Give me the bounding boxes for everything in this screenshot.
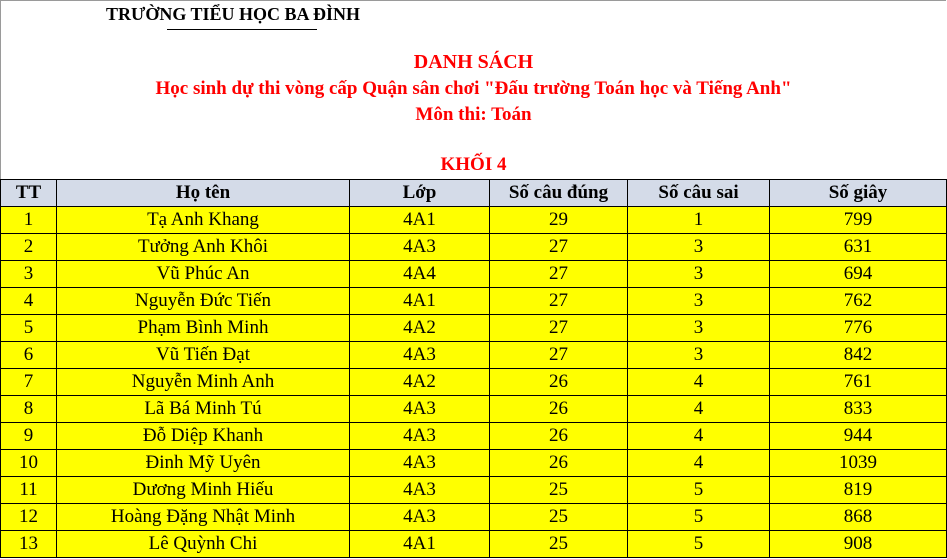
student-table (0, 179, 947, 558)
cell-seconds: 868 (770, 504, 947, 531)
cell-class: 4A1 (350, 531, 490, 558)
cell-seconds: 776 (770, 315, 947, 342)
cell-correct: 27 (490, 234, 628, 261)
cell-name: Lã Bá Minh Tú (57, 396, 350, 423)
table-row (1, 477, 947, 504)
cell-correct: 27 (490, 288, 628, 315)
cell-class: 4A3 (350, 504, 490, 531)
cell-tt: 7 (1, 369, 57, 396)
column-header-class: Lớp (350, 180, 490, 207)
cell-wrong: 4 (628, 423, 770, 450)
cell-name: Nguyễn Minh Anh (57, 369, 350, 396)
cell-wrong: 3 (628, 342, 770, 369)
table-row (1, 288, 947, 315)
cell-tt: 11 (1, 477, 57, 504)
table-row (1, 342, 947, 369)
cell-seconds: 833 (770, 396, 947, 423)
cell-name: Lê Quỳnh Chi (57, 531, 350, 558)
cell-correct: 26 (490, 450, 628, 477)
cell-tt: 1 (1, 207, 57, 234)
cell-class: 4A1 (350, 207, 490, 234)
school-name: TRƯỜNG TIỂU HỌC BA ĐÌNH (106, 4, 361, 24)
cell-wrong: 5 (628, 477, 770, 504)
cell-name: Đinh Mỹ Uyên (57, 450, 350, 477)
cell-wrong: 3 (628, 288, 770, 315)
list-subtitle: Học sinh dự thi vòng cấp Quận sân chơi "Đấu trường Toán học và Tiếng Anh" (155, 78, 792, 99)
column-header-seconds: Số giây (770, 180, 947, 207)
cell-tt: 2 (1, 234, 57, 261)
subject-line: Môn thi: Toán (415, 104, 532, 125)
cell-wrong: 1 (628, 207, 770, 234)
cell-name: Tưởng Anh Khôi (57, 234, 350, 261)
cell-class: 4A3 (350, 477, 490, 504)
cell-seconds: 762 (770, 288, 947, 315)
cell-tt: 5 (1, 315, 57, 342)
cell-class: 4A3 (350, 234, 490, 261)
cell-class: 4A3 (350, 450, 490, 477)
cell-seconds: 631 (770, 234, 947, 261)
cell-class: 4A3 (350, 342, 490, 369)
cell-name: Hoàng Đặng Nhật Minh (57, 504, 350, 531)
cell-correct: 25 (490, 531, 628, 558)
cell-class: 4A1 (350, 288, 490, 315)
cell-correct: 26 (490, 423, 628, 450)
cell-name: Vũ Phúc An (57, 261, 350, 288)
table-row (1, 396, 947, 423)
cell-seconds: 842 (770, 342, 947, 369)
table-row (1, 234, 947, 261)
cell-tt: 4 (1, 288, 57, 315)
table-row (1, 423, 947, 450)
table-row (1, 261, 947, 288)
table-row (1, 450, 947, 477)
column-header-tt: TT (1, 180, 57, 207)
school-underline (167, 29, 317, 30)
cell-name: Vũ Tiến Đạt (57, 342, 350, 369)
cell-name: Nguyễn Đức Tiến (57, 288, 350, 315)
cell-class: 4A3 (350, 423, 490, 450)
cell-tt: 9 (1, 423, 57, 450)
cell-tt: 8 (1, 396, 57, 423)
cell-seconds: 819 (770, 477, 947, 504)
cell-correct: 27 (490, 315, 628, 342)
cell-correct: 26 (490, 396, 628, 423)
cell-correct: 27 (490, 342, 628, 369)
column-header-wrong: Số câu sai (628, 180, 770, 207)
cell-seconds: 799 (770, 207, 947, 234)
cell-class: 4A3 (350, 396, 490, 423)
cell-class: 4A2 (350, 369, 490, 396)
cell-tt: 6 (1, 342, 57, 369)
cell-seconds: 694 (770, 261, 947, 288)
cell-wrong: 5 (628, 531, 770, 558)
cell-correct: 26 (490, 369, 628, 396)
cell-tt: 10 (1, 450, 57, 477)
cell-name: Dương Minh Hiếu (57, 477, 350, 504)
cell-wrong: 3 (628, 315, 770, 342)
cell-class: 4A4 (350, 261, 490, 288)
cell-seconds: 1039 (770, 450, 947, 477)
table-row (1, 315, 947, 342)
cell-seconds: 908 (770, 531, 947, 558)
cell-name: Đỗ Diệp Khanh (57, 423, 350, 450)
cell-wrong: 3 (628, 234, 770, 261)
cell-wrong: 4 (628, 369, 770, 396)
table-row (1, 369, 947, 396)
table-row (1, 531, 947, 558)
list-title: DANH SÁCH (413, 51, 534, 73)
grade-heading: KHỐI 4 (440, 154, 507, 175)
cell-correct: 25 (490, 477, 628, 504)
cell-correct: 27 (490, 261, 628, 288)
cell-name: Phạm Bình Minh (57, 315, 350, 342)
table-row (1, 207, 947, 234)
cell-wrong: 4 (628, 450, 770, 477)
cell-tt: 3 (1, 261, 57, 288)
cell-tt: 12 (1, 504, 57, 531)
table-header-row (1, 180, 947, 207)
column-header-correct: Số câu đúng (490, 180, 628, 207)
cell-wrong: 3 (628, 261, 770, 288)
cell-name: Tạ Anh Khang (57, 207, 350, 234)
cell-class: 4A2 (350, 315, 490, 342)
cell-seconds: 761 (770, 369, 947, 396)
cell-correct: 25 (490, 504, 628, 531)
cell-seconds: 944 (770, 423, 947, 450)
column-header-name: Họ tên (57, 180, 350, 207)
cell-correct: 29 (490, 207, 628, 234)
cell-tt: 13 (1, 531, 57, 558)
cell-wrong: 4 (628, 396, 770, 423)
table-row (1, 504, 947, 531)
cell-wrong: 5 (628, 504, 770, 531)
